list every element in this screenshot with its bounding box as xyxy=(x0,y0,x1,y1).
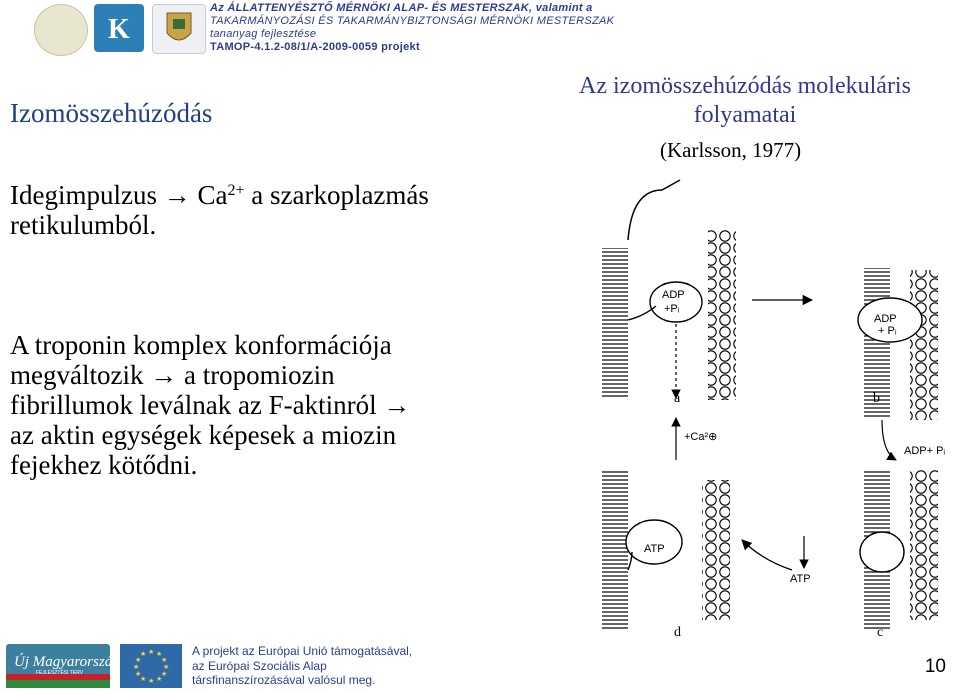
svg-text:★: ★ xyxy=(135,656,142,664)
actin-filament-b xyxy=(910,270,938,420)
svg-text:★: ★ xyxy=(140,650,147,658)
ca-label: +Ca²⊕ xyxy=(684,431,718,443)
crossbridge-cycle-diagram xyxy=(592,170,954,640)
svg-text:★: ★ xyxy=(163,663,170,671)
k-logo xyxy=(94,4,144,52)
figure-title-line-2: folyamatai xyxy=(693,102,797,128)
figure-title-line-1: Az izomösszehúzódás molekuláris xyxy=(579,73,911,99)
header-line-3: tananyag fejlesztése xyxy=(210,28,317,40)
page-number: 10 xyxy=(924,656,946,677)
flag-logo-text: Új Magyarország xyxy=(14,654,110,670)
adp-pi-release-label: ADP+ Pᵢ xyxy=(904,445,946,457)
p1-text-a: Idegimpulzus → Ca xyxy=(10,180,228,210)
pi-label-b: + Pᵢ xyxy=(878,325,897,337)
uj-magyarorszag-logo xyxy=(6,644,110,688)
figure-title xyxy=(540,72,950,130)
adp-label-b: ADP xyxy=(874,313,897,325)
header-line-4: TAMOP-4.1.2-08/1/A-2009-0059 projekt xyxy=(210,41,420,53)
pi-label-a: +Pᵢ xyxy=(664,303,680,315)
svg-text:★: ★ xyxy=(135,670,142,678)
svg-text:K: K xyxy=(108,14,130,45)
svg-text:★: ★ xyxy=(133,663,140,671)
actin-filament-c xyxy=(910,470,938,620)
p1-text-c: retikulumból. xyxy=(10,210,157,240)
header-banner xyxy=(0,0,960,58)
myosin-filament-a xyxy=(602,248,628,398)
atp-label-d: ATP xyxy=(644,543,665,555)
header-line-1: Az ÁLLATTENYÉSZTŐ MÉRNÖKI ALAP- ÉS MESTERSZAK, valamint a xyxy=(210,2,593,14)
panel-label-c: c xyxy=(877,625,884,640)
arrow-b-to-c xyxy=(882,420,896,460)
eu-funding-text xyxy=(192,644,412,688)
flag-logo-icon xyxy=(6,644,110,688)
svg-text:★: ★ xyxy=(156,675,163,683)
p2-line-5: fejekhez kötődni. xyxy=(10,450,198,480)
atp-arrow-label: ATP xyxy=(790,573,811,585)
footer xyxy=(0,640,960,690)
footer-line-1: A projekt az Európai Unió támogatásával, xyxy=(192,644,413,658)
myosin-tail-curve xyxy=(628,180,680,240)
panel-label-d: d xyxy=(674,625,681,640)
header-line-2: TAKARMÁNYOZÁSI ÉS TAKARMÁNYBIZTONSÁGI MÉRNÖKI MESTERSZAK xyxy=(210,15,615,27)
p2-line-1: A troponin komplex konformációja xyxy=(10,330,392,360)
myosin-head-c xyxy=(860,532,904,572)
myosin-head-d xyxy=(626,520,682,564)
svg-text:★: ★ xyxy=(148,648,155,656)
p1-superscript: 2+ xyxy=(227,182,245,199)
p2-line-4: az aktin egységek képesek a miozin xyxy=(10,420,397,450)
panel-label-a: a xyxy=(674,391,681,406)
project-header-text xyxy=(210,2,614,54)
panel-label-b: b xyxy=(873,391,880,406)
p1-text-b: a szarkoplazmás xyxy=(244,180,429,210)
actin-filament-a xyxy=(708,230,736,400)
p2-line-2: megváltozik → a tropomiozin xyxy=(10,360,335,390)
arrow-c-to-d xyxy=(742,540,792,570)
svg-text:★: ★ xyxy=(161,670,168,678)
faculty-crest-logo xyxy=(152,4,206,54)
svg-text:★: ★ xyxy=(161,656,168,664)
p2-line-3: fibrillumok leválnak az F-aktinról → xyxy=(10,390,411,420)
k-letter-icon xyxy=(94,4,144,52)
footer-line-2: az Európai Szociális Alap xyxy=(192,658,327,673)
myosin-filament-d xyxy=(602,470,628,630)
eu-flag-logo xyxy=(120,644,182,688)
paragraph-calcium xyxy=(10,176,429,240)
svg-text:★: ★ xyxy=(140,675,147,683)
myosin-head-a xyxy=(650,282,702,322)
adp-label-a: ADP xyxy=(662,289,685,301)
flag-logo-subtext: FEJLESZTÉSI TERV xyxy=(36,670,84,676)
slide-heading: Izomösszehúzódás xyxy=(10,98,213,128)
eu-stars-icon xyxy=(120,644,182,688)
crest-icon xyxy=(153,5,205,53)
university-seal-logo xyxy=(34,4,88,56)
svg-text:★: ★ xyxy=(148,677,155,685)
footer-line-3: társfinanszírozásával valósul meg. xyxy=(192,673,376,687)
svg-text:★: ★ xyxy=(156,650,163,658)
paragraph-troponin xyxy=(10,330,520,480)
figure-citation: (Karlsson, 1977) xyxy=(660,138,802,162)
actin-filament-d xyxy=(702,480,730,620)
